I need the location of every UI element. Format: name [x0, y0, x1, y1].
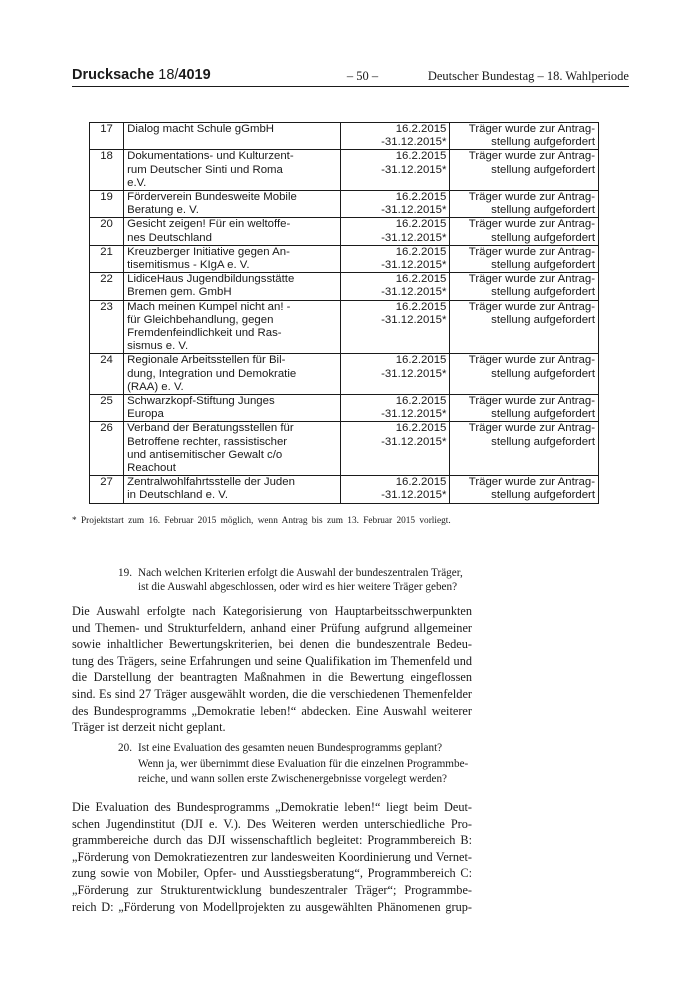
project-period-cell — [340, 191, 449, 218]
organization-cell — [124, 476, 341, 503]
answer-line: schen Jugendinstitut (DJI e. V.). Des Weiteren werden unterschiedliche Pro- — [72, 816, 472, 831]
row-number: 22 — [100, 273, 113, 286]
cell-line: Träger wurde zur Antrag- — [468, 273, 595, 286]
question-line: Nach welchen Kriterien erfolgt die Auswahl der bundeszentralen Träger, — [138, 567, 463, 579]
cell-line: 16.2.2015 — [395, 395, 447, 408]
cell-line: rum Deutscher Sinti und Roma — [127, 163, 283, 176]
cell-line: Träger wurde zur Antrag- — [468, 422, 595, 435]
cell-line: stellung aufgefordert — [491, 286, 595, 299]
row-number: 27 — [100, 476, 113, 489]
parliament-label: Deutscher Bundestag – 18. Wahlperiode — [427, 69, 629, 83]
row-number-cell — [90, 218, 124, 245]
table-row — [90, 300, 599, 354]
project-period-cell — [340, 476, 449, 503]
row-number-cell — [90, 476, 124, 503]
cell-line: 16.2.2015 — [395, 354, 447, 367]
project-period-cell — [340, 395, 449, 422]
drucksache-number: Drucksache 18/4019 — [72, 67, 211, 83]
status-cell — [450, 273, 599, 300]
cell-line: -31.12.2015* — [381, 231, 447, 244]
project-period-cell — [340, 300, 449, 354]
project-period-cell — [340, 354, 449, 395]
page-number: – 50 – — [346, 69, 379, 83]
cell-line: für Gleichbehandlung, gegen — [127, 313, 274, 326]
cell-line: stellung aufgefordert — [491, 163, 595, 176]
organization-cell — [124, 395, 341, 422]
table-row — [90, 245, 599, 272]
answer-line: „Förderung von Demokratiezentren zur landesweiten Koordinierung und Vernet- — [72, 849, 472, 864]
status-cell — [450, 476, 599, 503]
cell-line: Träger wurde zur Antrag- — [468, 245, 595, 258]
cell-line: und antisemitischer Gewalt c/o — [127, 448, 283, 461]
cell-line: 16.2.2015 — [395, 150, 447, 163]
cell-line: Träger wurde zur Antrag- — [468, 395, 595, 408]
answer-line: und Themen- und Strukturfeldern, anhand einer Prüfung aufgrund allgemeiner — [72, 620, 472, 635]
organization-cell — [124, 191, 341, 218]
cell-line: stellung aufgefordert — [491, 435, 595, 448]
cell-line: Träger wurde zur Antrag- — [468, 218, 595, 231]
answer-line: Die Auswahl erfolgte nach Kategorisierung von Hauptarbeitsschwerpunkten — [72, 604, 472, 618]
project-period-cell — [340, 245, 449, 272]
status-cell — [450, 191, 599, 218]
table-row — [90, 422, 599, 476]
cell-line: tisemitismus - KIgA e. V. — [127, 259, 250, 272]
table-row — [90, 150, 599, 191]
cell-line: Beratung e. V. — [127, 204, 199, 217]
cell-line: nes Deutschland — [127, 231, 212, 244]
cell-line: Träger wurde zur Antrag- — [468, 150, 595, 163]
question-line: Wenn ja, wer übernimmt diese Evaluation für die einzelnen Programmbe- — [138, 758, 469, 771]
organization-cell — [124, 422, 341, 476]
cell-line: -31.12.2015* — [381, 408, 447, 421]
question-line: reiche, und wann sollen erste Zwischenergebnisse vorgelegt werden? — [138, 772, 447, 785]
cell-line: Träger wurde zur Antrag- — [468, 354, 595, 367]
cell-line: 16.2.2015 — [395, 273, 447, 286]
cell-line: Schwarzkopf-Stiftung Junges — [127, 395, 275, 408]
table-row — [90, 395, 599, 422]
cell-line: Zentralwohlfahrtsstelle der Juden — [127, 476, 295, 489]
status-cell — [450, 395, 599, 422]
question-19 — [118, 566, 478, 595]
organization-cell — [124, 218, 341, 245]
row-number-cell — [90, 422, 124, 476]
table-row — [90, 354, 599, 395]
organization-cell — [124, 273, 341, 300]
row-number-cell — [90, 395, 124, 422]
cell-line: Europa — [127, 408, 164, 421]
status-cell — [450, 300, 599, 354]
cell-line: stellung aufgefordert — [491, 408, 595, 421]
cell-line: e.V. — [127, 176, 147, 189]
question-line: ist die Auswahl abgeschlossen, oder wird es hier weitere Träger geben? — [138, 581, 458, 594]
cell-line: LidiceHaus Jugendbildungsstätte — [127, 273, 295, 286]
answer-line: sind. Es sind 27 Träger ausgewählt worden, die die verschiedenen Themenfelder — [72, 686, 472, 701]
row-number-cell — [90, 150, 124, 191]
cell-line: Mach meinen Kumpel nicht an! - — [127, 300, 291, 313]
cell-line: Träger wurde zur Antrag- — [468, 191, 595, 204]
cell-line: 16.2.2015 — [395, 422, 447, 435]
cell-line: Kreuzberger Initiative gegen An- — [127, 245, 290, 258]
cell-line: stellung aufgefordert — [491, 367, 595, 380]
cell-line: -31.12.2015* — [381, 489, 447, 502]
table-row — [90, 476, 599, 503]
cell-line: -31.12.2015* — [381, 136, 447, 149]
project-period-cell — [340, 422, 449, 476]
cell-line: -31.12.2015* — [381, 204, 447, 217]
cell-line: stellung aufgefordert — [491, 204, 595, 217]
cell-line: 16.2.2015 — [395, 300, 447, 313]
status-cell — [450, 422, 599, 476]
project-period-cell — [340, 218, 449, 245]
cell-line: Regionale Arbeitsstellen für Bil- — [127, 354, 286, 367]
cell-line: Bremen gem. GmbH — [127, 286, 232, 299]
cell-line: Träger wurde zur Antrag- — [468, 123, 595, 135]
cell-line: -31.12.2015* — [381, 259, 447, 272]
row-number: 19 — [100, 191, 113, 204]
status-cell — [450, 354, 599, 395]
organization-cell — [124, 300, 341, 354]
answer-line: reich D: „Förderung von Modellprojekten zu ausgewählten Phänomenen grup- — [72, 899, 472, 914]
cell-line: stellung aufgefordert — [491, 489, 595, 502]
cell-line: Dialog macht Schule gGmbH — [127, 123, 275, 135]
row-number: 26 — [100, 422, 113, 435]
answer-line: grammbereiche durch das DJI wissenschaftlich begleitet: Programmbereich B: — [72, 833, 472, 848]
cell-line: dung, Integration und Demokratie — [127, 367, 297, 380]
cell-line: stellung aufgefordert — [491, 231, 595, 244]
status-cell — [450, 218, 599, 245]
cell-line: sismus e. V. — [127, 340, 189, 353]
cell-line: Verband der Beratungsstellen für — [127, 422, 294, 435]
table-footnote: * Projektstart zum 16. Februar 2015 möglich, wenn Antrag bis zum 13. Februar 2015 vorliegt. — [72, 516, 451, 526]
project-period-cell — [340, 123, 449, 150]
cell-line: -31.12.2015* — [381, 313, 447, 326]
cell-line: -31.12.2015* — [381, 435, 447, 448]
cell-line: 16.2.2015 — [395, 191, 447, 204]
row-number-cell — [90, 300, 124, 354]
answer-line: die Darstellung der beantragten Maßnahmen in die Bewertung eingeflossen — [72, 670, 472, 685]
cell-line: Träger wurde zur Antrag- — [468, 476, 595, 489]
row-number: 23 — [100, 300, 113, 313]
table-row — [90, 218, 599, 245]
organization-cell — [124, 354, 341, 395]
cell-line: -31.12.2015* — [381, 367, 447, 380]
answer-line: sowie inhaltlicher Bewertungskriterien, bei denen die bundeszentrale Bedeu- — [72, 637, 472, 652]
row-number-cell — [90, 123, 124, 150]
organization-cell — [124, 245, 341, 272]
cell-line: in Deutschland e. V. — [127, 489, 229, 502]
row-number: 17 — [100, 123, 113, 135]
row-number-cell — [90, 273, 124, 300]
question-number: 19. — [118, 567, 132, 579]
cell-line: -31.12.2015* — [381, 286, 447, 299]
row-number-cell — [90, 191, 124, 218]
page-header — [72, 64, 629, 87]
table-row — [90, 191, 599, 218]
row-number: 24 — [100, 354, 113, 367]
cell-line: Reachout — [127, 462, 176, 475]
cell-line: 16.2.2015 — [395, 245, 447, 258]
status-cell — [450, 150, 599, 191]
organization-cell — [124, 150, 341, 191]
question-number: 20. — [118, 742, 132, 754]
answer-line: „Förderung zur Strukturentwicklung bundeszentraler Träger“; Programmbe- — [72, 882, 472, 897]
question-line: Ist eine Evaluation des gesamten neuen Bundesprogramms geplant? — [138, 742, 443, 754]
answer-line: Träger ist derzeit nicht geplant. — [72, 720, 226, 735]
row-number: 18 — [100, 150, 113, 163]
cell-line: Förderverein Bundesweite Mobile — [127, 191, 297, 204]
cell-line: (RAA) e. V. — [127, 380, 184, 393]
project-table — [89, 122, 599, 504]
cell-line: Betroffene rechter, rassistischer — [127, 435, 288, 448]
row-number-cell — [90, 354, 124, 395]
cell-line: Fremdenfeindlichkeit und Ras- — [127, 327, 282, 340]
cell-line: 16.2.2015 — [395, 218, 447, 231]
cell-line: -31.12.2015* — [381, 163, 447, 176]
cell-line: Dokumentations- und Kulturzent- — [127, 150, 294, 163]
cell-line: 16.2.2015 — [395, 476, 447, 489]
table-row — [90, 123, 599, 150]
cell-line: Gesicht zeigen! Für ein weltoffe- — [127, 218, 291, 231]
answer-19 — [72, 603, 472, 736]
status-cell — [450, 245, 599, 272]
row-number-cell — [90, 245, 124, 272]
table-row — [90, 273, 599, 300]
question-20 — [118, 741, 478, 786]
row-number: 21 — [100, 245, 113, 258]
answer-line: tung des Trägers, seine Erfahrungen und seine Qualifikation im Themenfeld und — [72, 653, 472, 668]
organization-cell — [124, 123, 341, 150]
cell-line: stellung aufgefordert — [491, 259, 595, 272]
cell-line: stellung aufgefordert — [491, 136, 595, 149]
answer-line: zung sowie von Mobiler, Opfer- und Ausstiegsberatung“, Programmbereich C: — [72, 866, 472, 881]
row-number: 20 — [100, 218, 113, 231]
status-cell — [450, 123, 599, 150]
answer-line: des Bundesprogramms „Demokratie leben!“ abdecken. Eine Auswahl weiterer — [72, 703, 472, 718]
project-period-cell — [340, 150, 449, 191]
cell-line: Träger wurde zur Antrag- — [468, 300, 595, 313]
cell-line: stellung aufgefordert — [491, 313, 595, 326]
project-period-cell — [340, 273, 449, 300]
cell-line: 16.2.2015 — [395, 123, 447, 135]
row-number: 25 — [100, 395, 113, 408]
answer-20 — [72, 799, 472, 915]
answer-line: Die Evaluation des Bundesprogramms „Demokratie leben!“ liegt beim Deut- — [72, 800, 472, 814]
